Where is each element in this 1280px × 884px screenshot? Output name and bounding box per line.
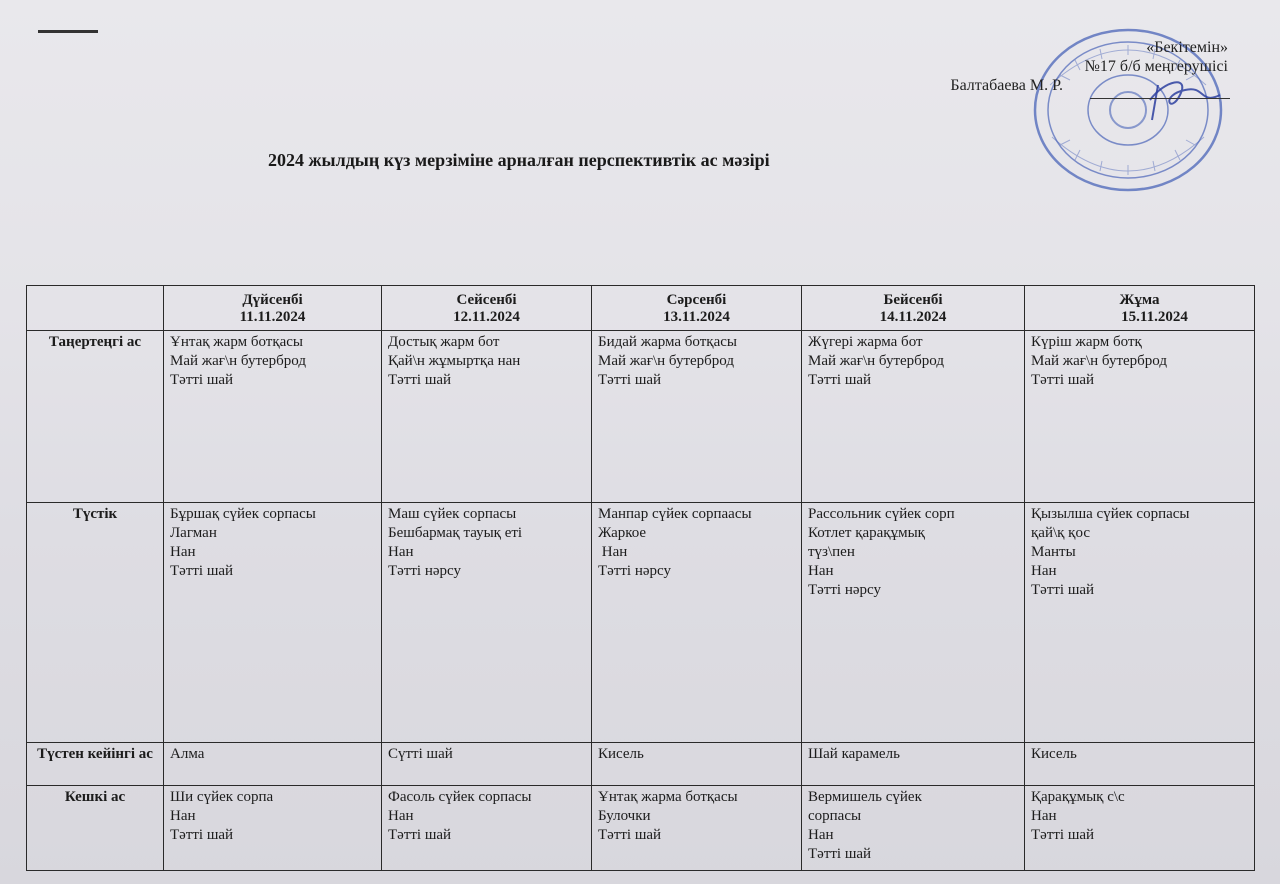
day-header: Бейсенбі 14.11.2024 <box>802 286 1025 331</box>
approval-block <box>950 38 1228 95</box>
breakfast-row <box>27 331 1255 503</box>
menu-cell: Манпар сүйек сорпаасы Жаркое Нан Тәтті нәрсу <box>592 503 802 743</box>
afternoon-snack-row <box>27 743 1255 786</box>
menu-cell: Қарақұмық с\с Нан Тәтті шай <box>1025 786 1255 871</box>
meal-label: Түстен кейінгі ас <box>27 743 164 786</box>
approval-heading: «Бекітемін» <box>1146 39 1228 56</box>
menu-cell: Ұнтақ жарма ботқасы Булочки Тәтті шай <box>592 786 802 871</box>
day-header: Жұма 15.11.2024 <box>1025 286 1255 331</box>
header-row <box>27 286 1255 331</box>
menu-cell: Кисель <box>1025 743 1255 786</box>
menu-cell: Жүгері жарма бот Май жағ\н бутерброд Тәтті шай <box>802 331 1025 503</box>
menu-cell: Ши сүйек сорпа Нан Тәтті шай <box>164 786 382 871</box>
dinner-row <box>27 786 1255 871</box>
menu-cell: Қызылша сүйек сорпасы қай\қ қос Манты Нан Тәтті шай <box>1025 503 1255 743</box>
document-title: 2024 жылдың күз мерзіміне арналған перспективтік ас мәзірі <box>268 150 770 170</box>
menu-cell: Шай карамель <box>802 743 1025 786</box>
meal-label: Түстік <box>27 503 164 743</box>
menu-cell: Маш сүйек сорпасы Бешбармақ тауық еті Нан Тәтті нәрсу <box>382 503 592 743</box>
menu-cell: Алма <box>164 743 382 786</box>
menu-cell: Бидай жарма ботқасы Май жағ\н бутерброд Тәтті шай <box>592 331 802 503</box>
day-header: Сәрсенбі 13.11.2024 <box>592 286 802 331</box>
menu-cell: Вермишель сүйек сорпасы Нан Тәтті шай <box>802 786 1025 871</box>
menu-cell: Достық жарм бот Қай\н жұмыртқа нан Тәтті шай <box>382 331 592 503</box>
approval-signer: Балтабаева М. Р. <box>950 77 1063 94</box>
approval-position: №17 б/б меңгерушісі <box>1084 58 1228 75</box>
menu-cell: Кисель <box>592 743 802 786</box>
lunch-row <box>27 503 1255 743</box>
menu-table <box>26 285 1255 871</box>
top-left-dash <box>38 30 98 33</box>
menu-cell: Күріш жарм ботқ Май жағ\н бутерброд Тәтті шай <box>1025 331 1255 503</box>
meal-label: Таңертеңгі ас <box>27 331 164 503</box>
menu-cell: Рассольник сүйек сорп Котлет қарақұмық түз\пен Нан Тәтті нәрсу <box>802 503 1025 743</box>
menu-cell: Сүтті шай <box>382 743 592 786</box>
meal-label: Кешкі ас <box>27 786 164 871</box>
signature-line <box>1090 98 1230 99</box>
menu-cell: Ұнтақ жарм ботқасы Май жағ\н бутерброд Тәтті шай <box>164 331 382 503</box>
day-header: Дүйсенбі 11.11.2024 <box>164 286 382 331</box>
corner-cell <box>27 286 164 331</box>
day-header: Сейсенбі 12.11.2024 <box>382 286 592 331</box>
menu-cell: Фасоль сүйек сорпасы Нан Тәтті шай <box>382 786 592 871</box>
menu-cell: Бұршақ сүйек сорпасы Лагман Нан Тәтті шай <box>164 503 382 743</box>
